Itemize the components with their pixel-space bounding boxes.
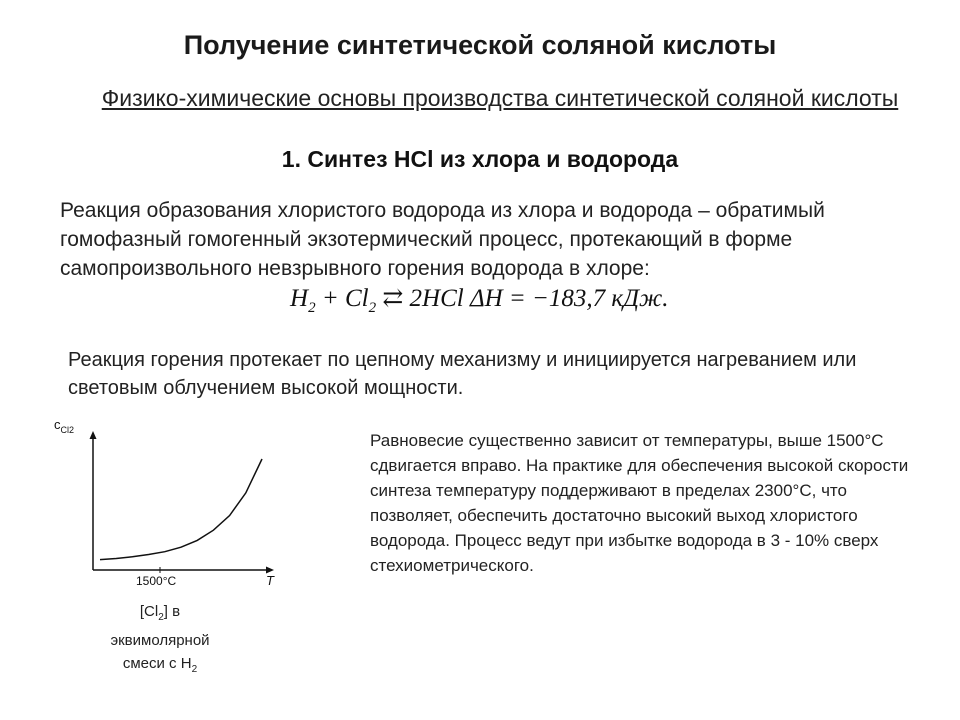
equation-arrow: ⇄	[376, 285, 410, 312]
x-tick-label-1500: 1500°C	[136, 574, 177, 588]
equation-enthalpy: ΔH = −183,7 кДж.	[463, 285, 669, 312]
y-axis-label: $c_{Cl2}$	[54, 417, 75, 435]
caption-line-2: эквимолярной	[110, 632, 210, 649]
equation-plus: +	[315, 285, 345, 312]
chart-caption	[90, 600, 230, 681]
y-axis	[90, 431, 97, 570]
caption-line-3: смеси с $H_2$	[122, 655, 198, 675]
reaction-equation	[290, 283, 669, 317]
concentration-curve	[100, 459, 262, 560]
equilibrium-description: Равновесие существенно зависит от температуры, выше 1500°С сдвигается вправо. На практике для обеспечения высокой скорости синтеза температуру поддерживают в пределах 2300°С, что позволяет, обеспечить достаточно высокий выход хлористого водорода. Процесс ведут при избытке водорода в 3 - 10% сверх стехиометрического.	[370, 431, 909, 575]
slide-subtitle: Физико-химические основы производства синтетической соляной кислоты	[101, 85, 899, 111]
equation-cl: Cl	[344, 285, 369, 312]
equation-product: 2HCl	[409, 285, 464, 312]
equation-h: H	[290, 285, 309, 312]
equation-cl-sub: 2	[368, 300, 377, 316]
x-axis	[93, 567, 274, 574]
concentration-chart	[40, 405, 290, 595]
caption-line-1: $[Cl_2]$ в	[139, 603, 181, 623]
mechanism-description: Реакция горения протекает по цепному механизму и инициируется нагреванием или световым облучением высокой мощности.	[68, 349, 857, 399]
slide-title: Получение синтетической соляной кислоты	[183, 30, 777, 60]
x-axis-label: T	[266, 573, 274, 588]
section-heading: 1. Синтез HCl из хлора и водорода	[281, 146, 679, 172]
reaction-description: Реакция образования хлористого водорода из хлора и водорода – обратимый гомофазный гомогенный экзотермический процесс, протекающий в форме самопроизвольного невзрывного горения водорода в хлоре:	[60, 199, 825, 280]
equation-h-sub: 2	[308, 300, 316, 316]
